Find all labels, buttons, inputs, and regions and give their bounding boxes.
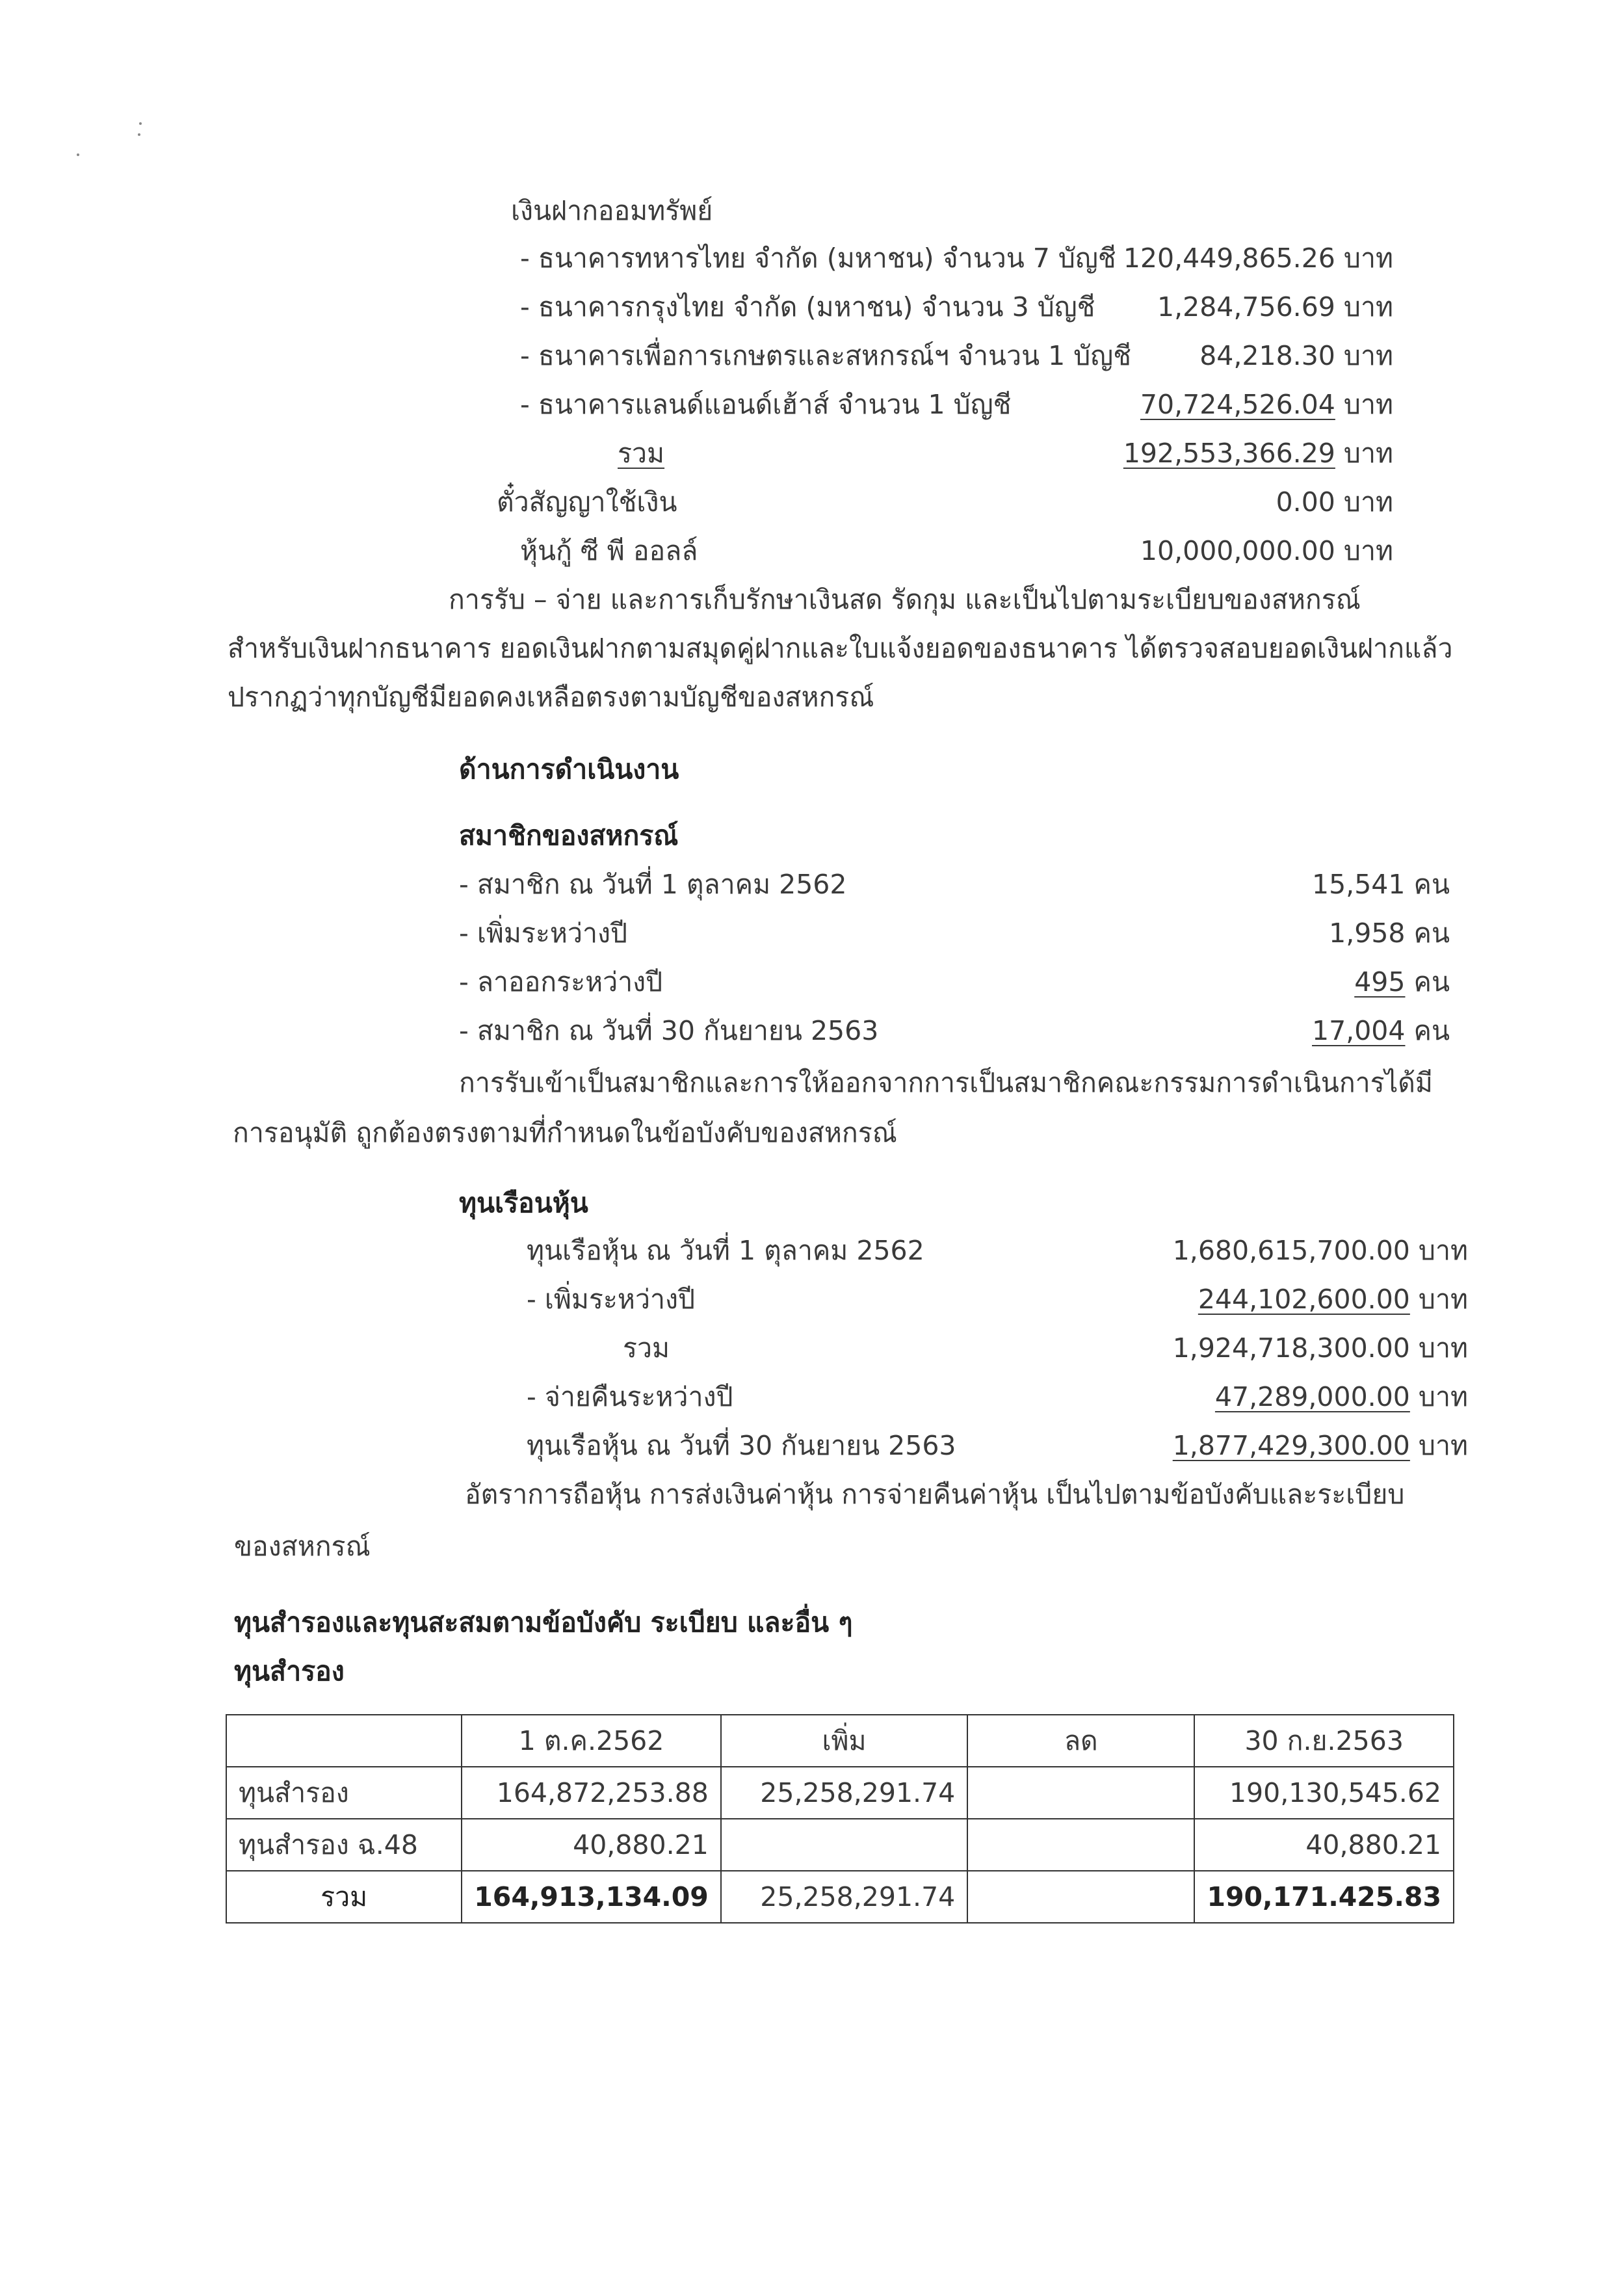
- promissory-note-label: ตั๋วสัญญาใช้เงิน: [497, 486, 677, 518]
- shares-row-amount: 1,680,615,700.00 บาท: [1172, 1235, 1468, 1266]
- table-cell: 164,913,134.09: [462, 1871, 721, 1923]
- table-header-cell: เพิ่ม: [721, 1715, 967, 1767]
- table-cell: 25,258,291.74: [721, 1767, 967, 1819]
- members-row-label: - สมาชิก ณ วันที่ 30 กันยายน 2563: [459, 1015, 879, 1046]
- shares-row-amount: 244,102,600.00 บาท: [1198, 1284, 1468, 1315]
- table-cell: [967, 1871, 1194, 1923]
- table-cell: 40,880.21: [462, 1819, 721, 1871]
- shares-row-label: รวม: [623, 1332, 670, 1364]
- table-cell: 164,872,253.88: [462, 1767, 721, 1819]
- cash-paragraph-line: สำหรับเงินฝากธนาคาร ยอดเงินฝากตามสมุดคู่ฝากและใบแจ้งยอดของธนาคาร ได้ตรวจสอบยอดเงินฝากแล้ว: [228, 633, 1453, 664]
- shares-row-label: - จ่ายคืนระหว่างปี: [527, 1381, 733, 1412]
- table-total-row: [226, 1871, 1454, 1923]
- members-row-label: - ลาออกระหว่างปี: [459, 966, 663, 998]
- table-header-cell: 1 ต.ค.2562: [462, 1715, 721, 1767]
- savings-row-label: - ธนาคารกรุงไทย จำกัด (มหาชน) จำนวน 3 บัญชี: [520, 291, 1095, 323]
- members-row-label: - เพิ่มระหว่างปี: [459, 918, 628, 949]
- savings-row-label: - ธนาคารแลนด์แอนด์เฮ้าส์ จำนวน 1 บัญชี: [520, 389, 1012, 420]
- table-header-cell: [226, 1715, 462, 1767]
- members-row-count: 15,541 คน: [1312, 869, 1450, 900]
- table-cell: [721, 1819, 967, 1871]
- table-cell: 25,258,291.74: [721, 1871, 967, 1923]
- members-paragraph-line: การอนุมัติ ถูกต้องตรงตามที่กำหนดในข้อบังคับของสหกรณ์: [233, 1117, 897, 1148]
- shares-row-label: ทุนเรือหุ้น ณ วันที่ 1 ตุลาคม 2562: [527, 1235, 924, 1266]
- scan-speck: [139, 122, 142, 125]
- table-cell: ทุนสำรอง: [226, 1767, 462, 1819]
- members-paragraph-line: การรับเข้าเป็นสมาชิกและการให้ออกจากการเป็นสมาชิกคณะกรรมการดำเนินการได้มี: [459, 1067, 1433, 1098]
- table-row: [226, 1767, 1454, 1819]
- shares-paragraph-line: ของสหกรณ์: [234, 1531, 371, 1562]
- table-cell: ทุนสำรอง ฉ.48: [226, 1819, 462, 1871]
- savings-total-label: รวม: [618, 438, 665, 469]
- reserves-subheading: ทุนสำรอง: [234, 1656, 345, 1687]
- debenture-label: หุ้นกู้ ซี พี ออลล์: [520, 535, 698, 566]
- table-cell: 190,130,545.62: [1194, 1767, 1454, 1819]
- table-cell: 190,171.425.83: [1194, 1871, 1454, 1923]
- shares-paragraph-line: อัตราการถือหุ้น การส่งเงินค่าหุ้น การจ่ายคืนค่าหุ้น เป็นไปตามข้อบังคับและระเบียบ: [465, 1479, 1405, 1510]
- scan-speck: [77, 153, 79, 156]
- members-row-count: 495 คน: [1354, 966, 1450, 998]
- reserves-table: [226, 1714, 1454, 1923]
- table-header-row: [226, 1715, 1454, 1767]
- debenture-amount: 10,000,000.00 บาท: [1140, 535, 1393, 566]
- members-row-label: - สมาชิก ณ วันที่ 1 ตุลาคม 2562: [459, 869, 847, 900]
- reserves-heading: ทุนสำรองและทุนสะสมตามข้อบังคับ ระเบียบ และอื่น ๆ: [234, 1607, 853, 1638]
- savings-row-amount: 70,724,526.04 บาท: [1140, 389, 1393, 420]
- table-header-cell: 30 ก.ย.2563: [1194, 1715, 1454, 1767]
- savings-row-amount: 1,284,756.69 บาท: [1157, 291, 1393, 323]
- operations-heading: ด้านการดำเนินงาน: [459, 754, 679, 785]
- savings-total-amount: 192,553,366.29 บาท: [1123, 438, 1393, 469]
- savings-row-label: - ธนาคารทหารไทย จำกัด (มหาชน) จำนวน 7 บัญชี: [520, 243, 1116, 274]
- shares-row-amount: 47,289,000.00 บาท: [1214, 1381, 1468, 1412]
- savings-heading: เงินฝากออมทรัพย์: [511, 195, 713, 226]
- shares-row-label: - เพิ่มระหว่างปี: [527, 1284, 696, 1315]
- shares-row-amount: 1,924,718,300.00 บาท: [1172, 1332, 1468, 1364]
- savings-row-amount: 120,449,865.26 บาท: [1123, 243, 1393, 274]
- table-row: [226, 1819, 1454, 1871]
- shares-row-amount: 1,877,429,300.00 บาท: [1172, 1430, 1468, 1461]
- promissory-note-amount: 0.00 บาท: [1276, 486, 1393, 518]
- savings-row-label: - ธนาคารเพื่อการเกษตรและสหกรณ์ฯ จำนวน 1 บัญชี: [520, 340, 1132, 371]
- table-cell: [967, 1767, 1194, 1819]
- shares-heading: ทุนเรือนหุ้น: [459, 1187, 588, 1219]
- members-heading: สมาชิกของสหกรณ์: [459, 820, 679, 851]
- members-row-count: 17,004 คน: [1312, 1015, 1450, 1046]
- scan-speck: [138, 133, 140, 136]
- table-header-cell: ลด: [967, 1715, 1194, 1767]
- table-cell: รวม: [226, 1871, 462, 1923]
- cash-paragraph-line: การรับ – จ่าย และการเก็บรักษาเงินสด รัดกุม และเป็นไปตามระเบียบของสหกรณ์: [449, 584, 1361, 615]
- shares-row-label: ทุนเรือหุ้น ณ วันที่ 30 กันยายน 2563: [527, 1430, 956, 1461]
- members-row-count: 1,958 คน: [1329, 918, 1450, 949]
- table-cell: 40,880.21: [1194, 1819, 1454, 1871]
- savings-row-amount: 84,218.30 บาท: [1199, 340, 1393, 371]
- table-cell: [967, 1819, 1194, 1871]
- cash-paragraph-line: ปรากฏว่าทุกบัญชีมียอดคงเหลือตรงตามบัญชีของสหกรณ์: [228, 681, 874, 713]
